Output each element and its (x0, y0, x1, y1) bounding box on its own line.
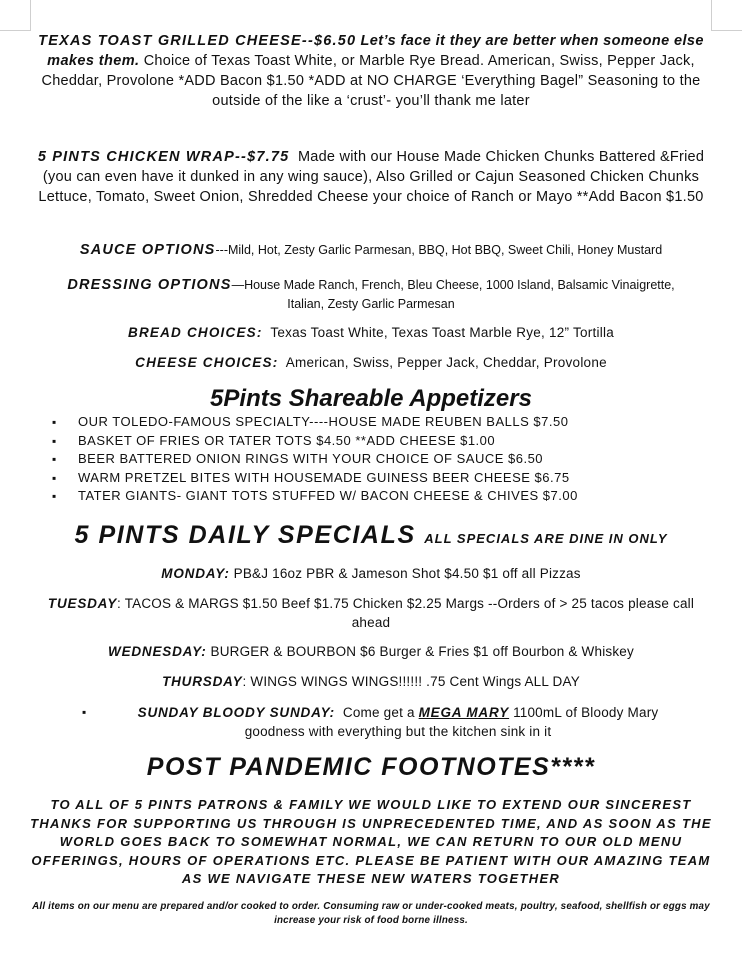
special-wednesday (20, 642, 722, 661)
thursday-text: : WINGS WINGS WINGS!!!!!! .75 Cent Wings ALL DAY (242, 674, 580, 689)
sunday-text-block (108, 703, 688, 741)
daily-specials-subheading: ALL SPECIALS ARE DINE IN ONLY (424, 531, 668, 546)
page-corner-mark-left (0, 0, 31, 31)
cheese-choices-label: CHEESE CHOICES: (135, 355, 279, 370)
footnotes-heading: POST PANDEMIC FOOTNOTES**** (146, 753, 596, 781)
sauce-options (10, 241, 732, 260)
list-item: ▪ BEER BATTERED ONION RINGS WITH YOUR CHOICE OF SAUCE $6.50 (52, 450, 712, 469)
chicken-wrap-description: Made with our House Made Chicken Chunks Battered &Fried (you can even have it dunked in any wing sauce), Also Grilled or Cajun Seasoned Chicken Chunks Lettuce, Tomato, Sweet Onion, Shredded Cheese your choice of Ranch or Mayo **Add Bacon $1.50 (38, 149, 705, 205)
grilled-cheese-title: TEXAS TOAST GRILLED CHEESE--$6.50 (38, 33, 357, 49)
tuesday-label: TUESDAY (47, 596, 118, 611)
grilled-cheese-description: Choice of Texas Toast White, or Marble Rye Bread. American, Swiss, Pepper Jack, Cheddar, Provolone *ADD Bacon $1.50 *ADD at NO CHARGE ‘Everything Bagel” Seasoning to the outside of the like a ‘crust’- you’ll thank me later (41, 53, 701, 109)
sauce-options-text: ---Mild, Hot, Zesty Garlic Parmesan, BBQ, Hot BBQ, Sweet Chili, Honey Mustard (215, 243, 663, 257)
appetizers-heading: 5Pints Shareable Appetizers (210, 385, 532, 412)
grilled-cheese-tagline: Let’s face it they are better when someone else makes them. (47, 33, 704, 69)
page-corner-mark-right (711, 0, 742, 31)
footnotes-body: TO ALL OF 5 PINTS PATRONS & FAMILY WE WOULD LIKE TO EXTEND OUR SINCEREST THANKS FOR SUPPORTING US THROUGH IS UNPRECEDENTED TIME, AND AS SOON AS THE WORLD GOES BACK TO SOMEWHAT NORMAL, WE CAN RETURN TO OUR OLD MENU OFFERINGS, HOURS OF OPERATIONS ETC. PLEASE BE PATIENT WITH OUR AMAZING TEAM AS WE NAVIGATE THESE NEW WATERS TOGETHER (30, 797, 712, 886)
chicken-wrap-item (30, 147, 712, 207)
sunday-label: SUNDAY BLOODY SUNDAY: (137, 705, 335, 720)
food-safety-disclaimer: All items on our menu are prepared and/or cooked to order. Consuming raw or under-cooked meats, poultry, seafood, shellfish or eggs may increase your risk of food borne illness. (32, 901, 710, 926)
grilled-cheese-item (20, 31, 722, 111)
list-item: ▪ WARM PRETZEL BITES WITH HOUSEMADE GUINESS BEER CHEESE $6.75 (52, 469, 712, 488)
monday-text: PB&J 16oz PBR & Jameson Shot $4.50 $1 off all Pizzas (233, 566, 581, 581)
thursday-label: THURSDAY (162, 674, 243, 689)
appetizers-list (52, 413, 712, 506)
cheese-choices (20, 353, 722, 373)
dressing-options-text: —House Made Ranch, French, Bleu Cheese, 1000 Island, Balsamic Vinaigrette, Italian, Zesty Garlic Parmesan (231, 278, 675, 311)
chicken-wrap-title: 5 PINTS CHICKEN WRAP--$7.75 (37, 149, 290, 165)
dressing-options (50, 276, 692, 314)
monday-label: MONDAY: (161, 566, 230, 581)
wednesday-text: BURGER & BOURBON $6 Burger & Fries $1 off Bourbon & Whiskey (210, 644, 634, 659)
bread-choices (20, 323, 722, 343)
wednesday-label: WEDNESDAY: (108, 644, 207, 659)
special-monday (20, 564, 722, 583)
special-thursday (20, 672, 722, 691)
daily-specials-title: 5 PINTS DAILY SPECIALS (74, 521, 416, 549)
daily-specials-heading (20, 520, 722, 554)
sunday-pre: Come get a (342, 705, 415, 720)
cheese-choices-text: American, Swiss, Pepper Jack, Cheddar, Provolone (285, 355, 607, 370)
list-item: ▪ BASKET OF FRIES OR TATER TOTS $4.50 **ADD CHEESE $1.00 (52, 432, 712, 451)
bullet-icon: ▪ (82, 705, 87, 719)
bread-choices-text: Texas Toast White, Texas Toast Marble Rye, 12” Tortilla (270, 325, 614, 340)
special-tuesday (30, 594, 712, 632)
mega-mary-highlight: MEGA MARY (418, 705, 510, 720)
bread-choices-label: BREAD CHOICES: (128, 325, 263, 340)
dressing-options-label: DRESSING OPTIONS (67, 277, 232, 293)
tuesday-text: : TACOS & MARGS $1.50 Beef $1.75 Chicken $2.25 Margs --Orders of > 25 tacos please call ahead (117, 596, 695, 630)
sunday-text: 1100mL of Bloody Mary goodness with everything but the kitchen sink in it (244, 705, 659, 739)
special-sunday (82, 703, 702, 741)
list-item: ▪ TATER GIANTS- GIANT TOTS STUFFED W/ BACON CHEESE & CHIVES $7.00 (52, 487, 712, 506)
list-item: ▪ OUR TOLEDO-FAMOUS SPECIALTY----HOUSE MADE REUBEN BALLS $7.50 (52, 413, 712, 432)
sauce-options-label: SAUCE OPTIONS (79, 242, 216, 258)
